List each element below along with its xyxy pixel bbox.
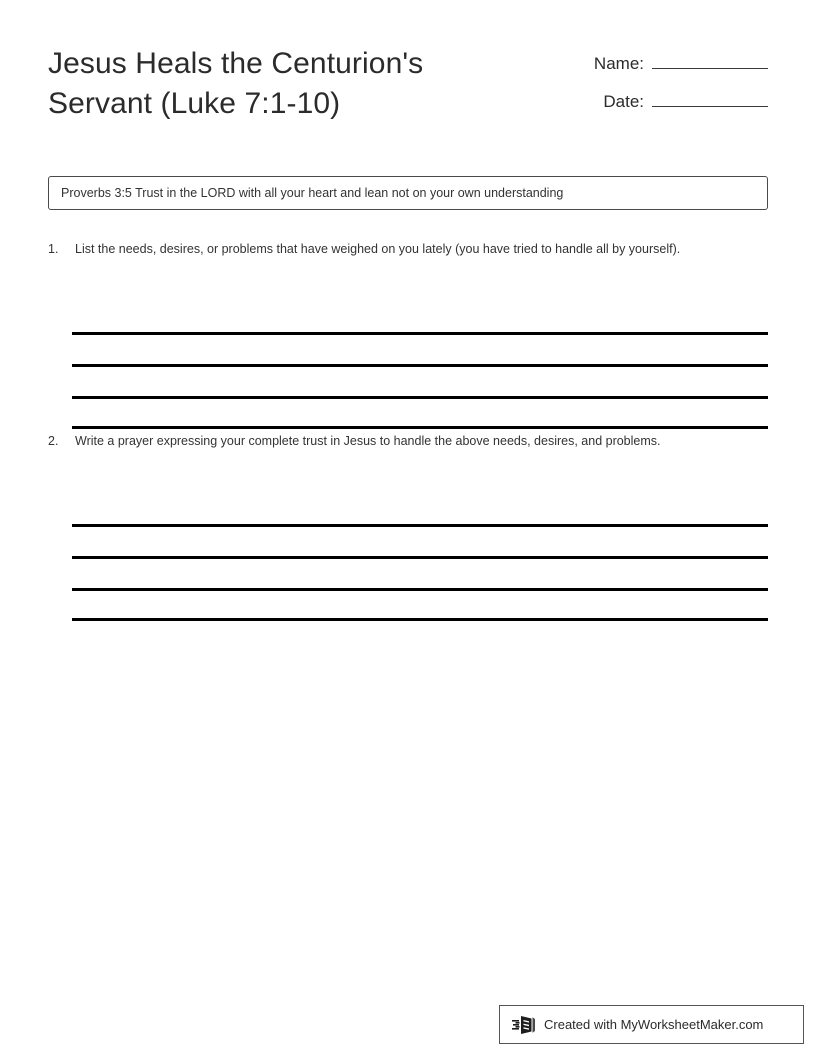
question-1-number: 1.	[48, 242, 59, 256]
question-2-number: 2.	[48, 434, 59, 448]
scripture-verse-box	[48, 176, 768, 210]
question-item-2	[48, 432, 768, 451]
answer-line[interactable]	[72, 303, 768, 335]
name-field-row	[548, 50, 768, 88]
question-1-answer-lines[interactable]	[72, 303, 768, 429]
question-1-heading	[48, 240, 768, 259]
student-info-fields	[548, 50, 768, 126]
question-2-heading	[48, 432, 768, 451]
question-item-1	[48, 240, 768, 259]
answer-line[interactable]	[72, 559, 768, 591]
name-label: Name:	[593, 54, 644, 73]
answer-line[interactable]	[72, 591, 768, 621]
question-1-text: List the needs, desires, or problems that have weighed on you lately (you have tried to handle all by yourself).	[75, 242, 681, 256]
date-label: Date:	[603, 92, 644, 111]
footer-attribution-text: Created with MyWorksheetMaker.com	[544, 1017, 764, 1032]
footer-attribution-badge[interactable]	[499, 1005, 804, 1044]
question-2-text: Write a prayer expressing your complete trust in Jesus to handle the above needs, desires, and problems.	[75, 434, 661, 448]
page-title: Jesus Heals the Centurion's Servant (Luke 7:1-10)	[48, 47, 424, 120]
date-field-row	[548, 88, 768, 126]
question-2-answer-lines[interactable]	[72, 495, 768, 621]
date-input-line[interactable]	[652, 88, 768, 107]
name-input-line[interactable]	[652, 50, 768, 69]
worksheet-header	[48, 44, 768, 130]
answer-line[interactable]	[72, 495, 768, 527]
answer-line[interactable]	[72, 335, 768, 367]
answer-line[interactable]	[72, 367, 768, 399]
scripture-verse-text: Proverbs 3:5 Trust in the LORD with all your heart and lean not on your own understanding	[61, 186, 564, 200]
answer-line[interactable]	[72, 399, 768, 429]
worksheet-maker-logo-icon	[512, 1013, 538, 1037]
answer-line[interactable]	[72, 527, 768, 559]
